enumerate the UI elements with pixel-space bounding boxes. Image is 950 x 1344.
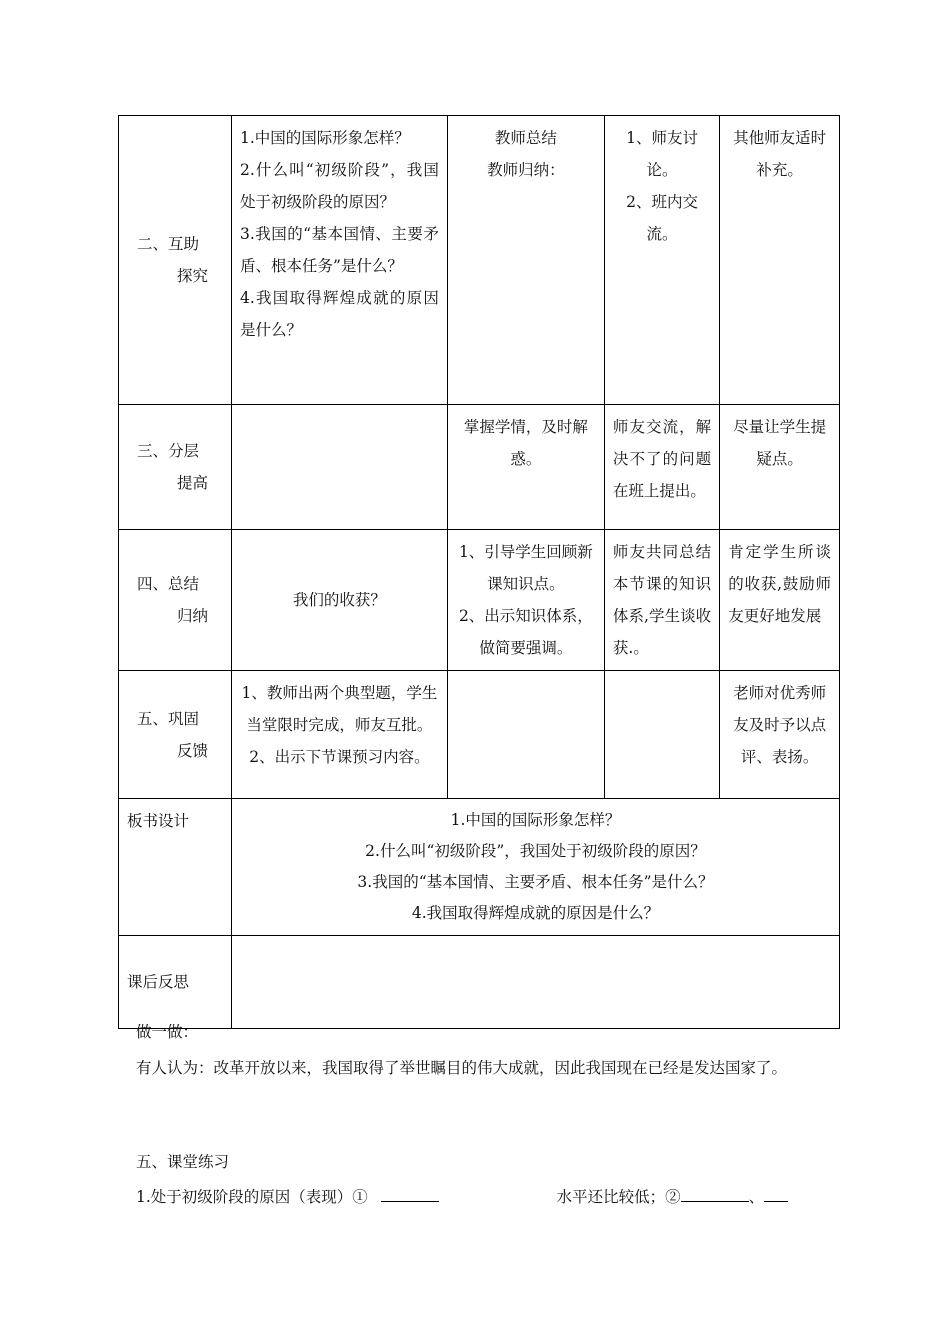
student-cell: 师友共同总结本节课的知识体系,学生谈收获.。	[604, 530, 719, 671]
content-item: 2.什么叫“初级阶段”，我国处于初级阶段的原因？	[240, 161, 439, 211]
answer-blank-3[interactable]	[764, 1183, 788, 1202]
table-row	[119, 671, 840, 799]
board-line: 1.中国的国际形象怎样？	[450, 811, 621, 829]
q1-prefix: 1.处于初级阶段的原因（表现）①	[136, 1188, 368, 1206]
board-content	[232, 799, 840, 936]
content-item: 4.我国取得辉煌成就的原因是什么？	[240, 289, 439, 339]
teacher-cell	[447, 530, 604, 671]
stage-title: 二、互助	[137, 235, 200, 253]
doit-text: 有人认为：改革开放以来，我国取得了举世瞩目的伟大成就，因此我国现在已经是发达国家了。	[136, 1059, 788, 1077]
reflection-label: 课后反思	[119, 936, 232, 1029]
stage-cell	[119, 530, 232, 671]
reflection-content	[232, 936, 840, 1029]
stage-subtitle: 探究	[177, 267, 209, 285]
q1-sep: 、	[748, 1188, 765, 1206]
student-item: 1、师友讨论。	[626, 129, 698, 179]
practice-heading: 五、课堂练习	[136, 1153, 230, 1171]
stage-cell	[119, 116, 232, 405]
stage-cell	[119, 405, 232, 530]
student-cell: 师友交流，解决不了的问题在班上提出。	[604, 405, 719, 530]
board-label: 板书设计	[119, 799, 232, 936]
answer-blank-2[interactable]	[681, 1183, 749, 1202]
content-item: 3.我国的“基本国情、主要矛盾、根本任务”是什么？	[240, 225, 439, 275]
stage-title: 三、分层	[137, 442, 200, 460]
content-cell	[232, 116, 448, 405]
table-row	[119, 530, 840, 671]
content-cell: 我们的收获？	[232, 530, 448, 671]
stage-title: 四、总结	[137, 575, 200, 593]
board-line: 3.我国的“基本国情、主要矛盾、根本任务”是什么？	[357, 873, 714, 891]
student-cell	[604, 671, 719, 799]
note-cell: 肯定学生所谈的收获,鼓励师友更好地发展	[720, 530, 840, 671]
note-cell: 其他师友适时补充。	[720, 116, 840, 405]
teacher-item: 教师总结	[494, 129, 557, 147]
teacher-item: 2、出示知识体系，做简要强调。	[458, 607, 593, 657]
answer-blank-1[interactable]	[381, 1183, 439, 1202]
teacher-item: 1、引导学生回顾新课知识点。	[458, 543, 593, 593]
stage-subtitle: 反馈	[177, 741, 209, 760]
content-cell: 1、教师出两个典型题，学生当堂限时完成，师友互批。2、出示下节课预习内容。	[232, 671, 448, 799]
note-cell: 老师对优秀师友及时予以点评、表扬。	[720, 671, 840, 799]
stage-title: 五、巩固	[137, 709, 200, 728]
table-row-board	[119, 799, 840, 936]
table-row	[119, 405, 840, 530]
table-row	[119, 116, 840, 405]
board-line: 2.什么叫“初级阶段”，我国处于初级阶段的原因？	[365, 842, 706, 860]
content-item: 1.中国的国际形象怎样？	[240, 129, 410, 147]
teacher-cell	[447, 116, 604, 405]
content-cell	[232, 405, 448, 530]
teacher-cell: 掌握学情，及时解惑。	[447, 405, 604, 530]
table-row-reflection	[119, 936, 840, 1029]
board-line: 4.我国取得辉煌成就的原因是什么？	[411, 904, 660, 922]
lesson-plan-table	[118, 115, 840, 1029]
note-cell: 尽量让学生提疑点。	[720, 405, 840, 530]
practice-question-1	[136, 1183, 826, 1211]
student-item: 2、班内交流。	[626, 193, 698, 243]
stage-cell	[119, 671, 232, 799]
teacher-item: 教师归纳：	[487, 161, 565, 179]
student-cell	[604, 116, 719, 405]
teacher-cell	[447, 671, 604, 799]
doit-heading: 做一做：	[136, 1023, 199, 1041]
q1-mid: 水平还比较低；②	[556, 1188, 681, 1206]
stage-subtitle: 归纳	[177, 607, 209, 625]
stage-subtitle: 提高	[177, 474, 209, 492]
